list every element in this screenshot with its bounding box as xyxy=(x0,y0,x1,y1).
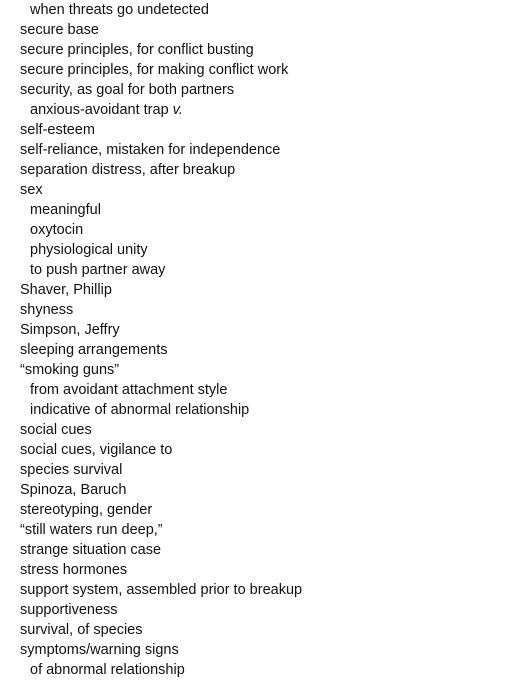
index-entry-text: “still waters run deep,” xyxy=(20,522,163,538)
index-subentry xyxy=(20,400,302,420)
index-entry-text: indicative of abnormal relationship xyxy=(30,402,250,418)
index-subentry xyxy=(20,240,302,260)
index-entry xyxy=(20,360,302,380)
index-entry-text: from avoidant attachment style xyxy=(30,382,228,398)
index-entry xyxy=(20,580,302,600)
index-entry-text: Simpson, Jeffry xyxy=(20,322,120,338)
index-entry-text: stereotyping, gender xyxy=(20,502,153,518)
index-entry-text: meaningful xyxy=(30,202,101,218)
index-entry xyxy=(20,160,302,180)
index-entry-text: when threats go undetected xyxy=(30,2,209,18)
index-subentry xyxy=(20,0,302,20)
index-entry-text: symptoms/warning signs xyxy=(20,642,179,658)
index-entry xyxy=(20,60,302,80)
index-entry-text: Shaver, Phillip xyxy=(20,282,112,298)
index-entry-text: species survival xyxy=(20,462,123,478)
index-entry-text: strange situation case xyxy=(20,542,162,558)
index-entry-text: to push partner away xyxy=(30,262,166,278)
index-list xyxy=(20,0,302,680)
index-subentry xyxy=(20,260,302,280)
index-entry xyxy=(20,120,302,140)
index-entry xyxy=(20,340,302,360)
index-entry-text: sex xyxy=(20,182,43,198)
index-entry xyxy=(20,320,302,340)
index-entry xyxy=(20,180,302,200)
index-entry-text: secure principles, for conflict busting xyxy=(20,42,254,58)
index-entry-text: supportiveness xyxy=(20,602,118,618)
index-entry-text: shyness xyxy=(20,302,74,318)
index-subentry xyxy=(20,200,302,220)
index-entry xyxy=(20,460,302,480)
index-entry xyxy=(20,500,302,520)
index-entry xyxy=(20,140,302,160)
index-entry-text: physiological unity xyxy=(30,242,148,258)
index-entry-text: social cues xyxy=(20,422,92,438)
index-entry-italic: v. xyxy=(172,102,183,118)
index-entry xyxy=(20,600,302,620)
index-entry-text: survival, of species xyxy=(20,622,143,638)
index-entry xyxy=(20,20,302,40)
index-entry-text: security, as goal for both partners xyxy=(20,82,235,98)
index-entry xyxy=(20,520,302,540)
index-entry-text: Spinoza, Baruch xyxy=(20,482,127,498)
index-entry-text: support system, assembled prior to breakup xyxy=(20,582,303,598)
index-entry-text: “smoking guns” xyxy=(20,362,120,378)
index-entry xyxy=(20,80,302,100)
index-entry-text: anxious-avoidant trap xyxy=(30,102,173,118)
index-entry-text: oxytocin xyxy=(30,222,84,238)
index-entry-text: social cues, vigilance to xyxy=(20,442,173,458)
index-entry xyxy=(20,620,302,640)
index-subentry xyxy=(20,380,302,400)
index-entry-text: stress hormones xyxy=(20,562,128,578)
index-entry xyxy=(20,440,302,460)
index-entry xyxy=(20,560,302,580)
index-entry-text: separation distress, after breakup xyxy=(20,162,236,178)
index-subentry xyxy=(20,660,302,680)
index-entry-text: secure base xyxy=(20,22,99,38)
index-entry xyxy=(20,280,302,300)
index-entry xyxy=(20,540,302,560)
index-entry xyxy=(20,420,302,440)
index-entry-text: self-esteem xyxy=(20,122,95,138)
index-entry-text: of abnormal relationship xyxy=(30,662,185,678)
index-entry xyxy=(20,300,302,320)
index-entry xyxy=(20,640,302,660)
index-entry-text: secure principles, for making conflict work xyxy=(20,62,289,78)
index-entry xyxy=(20,480,302,500)
index-entry-text: self-reliance, mistaken for independence xyxy=(20,142,281,158)
index-entry xyxy=(20,40,302,60)
index-entry-text: sleeping arrangements xyxy=(20,342,168,358)
index-subentry xyxy=(20,220,302,240)
index-subentry xyxy=(20,100,302,120)
